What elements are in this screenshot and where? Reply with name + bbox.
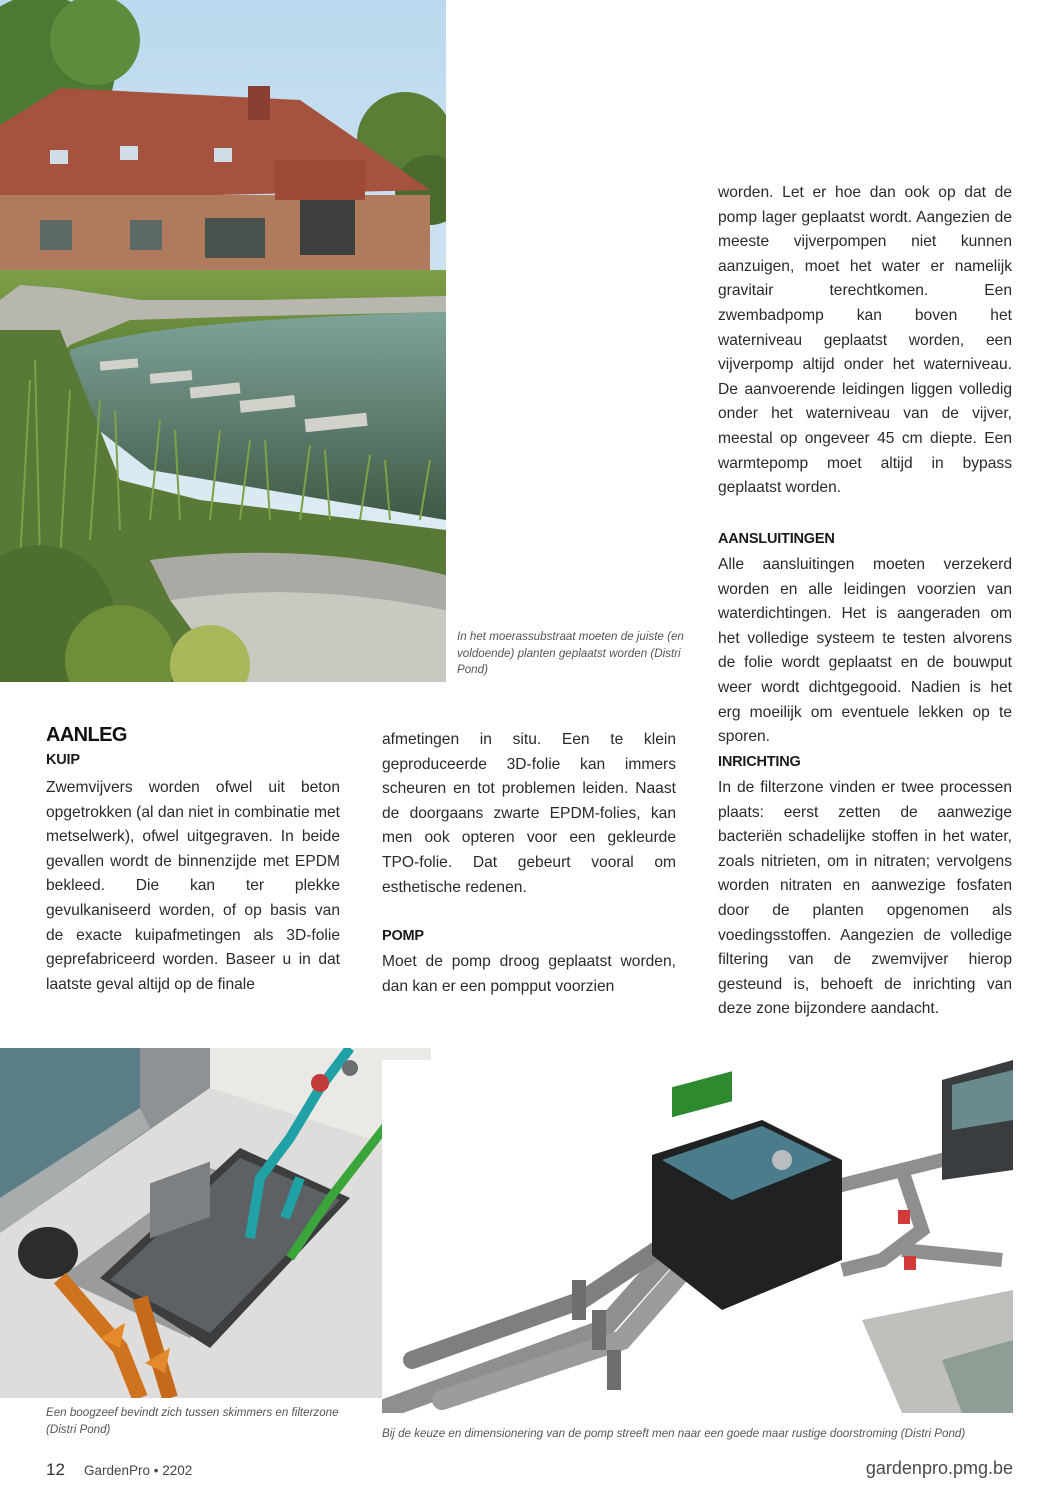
pomp-body: Moet de pomp droog geplaatst worden, dan kan er een pompput voorzien [382, 953, 676, 995]
skimmer-render-caption: Een boogzeef bevindt zich tussen skimmers en filterzone (Distri Pond) [46, 1406, 339, 1436]
pump-render-illustration [382, 1060, 1013, 1413]
section-title: AANLEG [46, 724, 127, 746]
pond-photo [0, 0, 446, 682]
inrichting-body: In de filterzone vinden er twee processen plaats: eerst zetten de aanwezige bacteriën schadelijke stoffen in het water, zoals nitrieten, om in nitraten; vervolgens worden nitraten en aanwezige fosfaten door de planten opgenomen als voedingsstoffen. Aangezien de volledige filtering van de zwemvijver hierop gesteund is, behoeft de inrichting van deze zone bijzondere aandacht. [718, 779, 1012, 1018]
page-number: 12 [46, 1460, 65, 1479]
top-photo-caption: In het moerassubstraat moeten de juiste (en voldoende) planten geplaatst worden (Distri Pond) [457, 630, 684, 677]
aansluitingen-body: Alle aansluitingen moeten verzekerd worden en alle leidingen voorzien van waterdichtingen. Het is aangeraden om het volledige systeem te testen alvorens de folie wordt geplaatst en de bouwput weer wordt dichtgegooid. Nadien is het erg moeilijk om eventuele lekken op te sporen. [718, 556, 1012, 746]
col2-body: afmetingen in situ. Een te klein geproduceerde 3D-folie kan immers scheuren en tot problemen leiden. Naast de doorgaans zwarte EPDM-folies, kan men ook opteren voor een gekleurde TPO-folie. Dat gebeurt vooral om esthetische redenen. [382, 731, 676, 896]
col3-body: worden. Let er hoe dan ook op dat de pomp lager geplaatst wordt. Aangezien de meeste vijverpompen niet kunnen aanzuigen, moet het water er namelijk gravitair terechtkomen. Een zwembadpomp kan boven het waterniveau geplaatst worden, een vijverpomp altijd onder het waterniveau. De aanvoerende leidingen liggen volledig onder het waterniveau van de vijver, meestal op ongeveer 45 cm diepte. Een warmtepomp moet altijd in bypass geplaatst worden. [718, 184, 1012, 497]
subheading-inrichting: INRICHTING [718, 754, 801, 770]
pond-photo-illustration [0, 0, 446, 682]
magazine-issue: GardenPro • 2202 [84, 1463, 193, 1478]
subheading-kuip: KUIP [46, 752, 80, 768]
page-footer [46, 1458, 1013, 1482]
skimmer-render-illustration [0, 1048, 431, 1398]
subheading-pomp: POMP [382, 928, 424, 944]
col1-body: Zwemvijvers worden ofwel uit beton opgetrokken (al dan niet in combinatie met metselwerk), ofwel uitgegraven. In beide gevallen wordt de binnenzijde met EPDM bekleed. Die kan ter plekke gevulkaniseerd worden, of op basis van de exacte kuipafmetingen als 3D-folie geprefabriceerd worden. Baseer u in dat laatste geval altijd op de finale [46, 779, 340, 993]
skimmer-render [0, 1048, 431, 1398]
website-link[interactable]: gardenpro.pmg.be [865, 1458, 1013, 1478]
pump-render-caption: Bij de keuze en dimensionering van de pomp streeft men naar een goede maar rustige doorstroming (Distri Pond) [382, 1427, 966, 1440]
subheading-aansluitingen: AANSLUITINGEN [718, 531, 835, 547]
pump-render [382, 1060, 1013, 1413]
